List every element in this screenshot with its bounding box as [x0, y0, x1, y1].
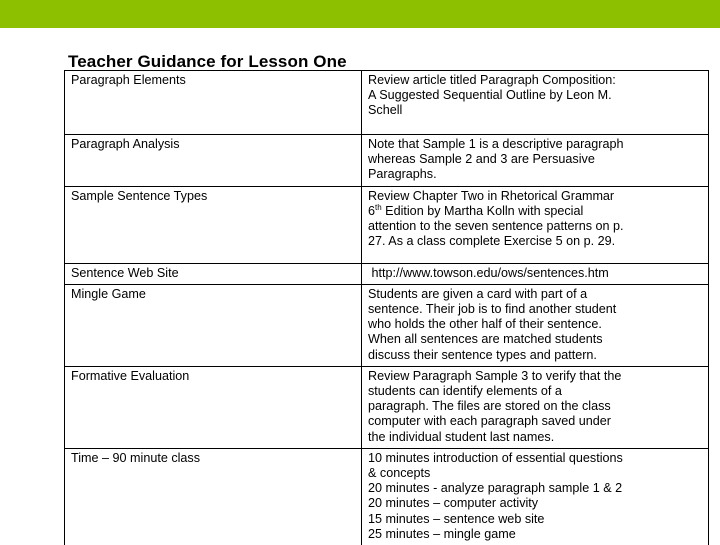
- detail-line: Note that Sample 1 is a descriptive paragraph: [368, 137, 624, 151]
- detail-line: 20 minutes – computer activity: [368, 496, 539, 511]
- table-row: [65, 71, 709, 135]
- website-url[interactable]: http://www.towson.edu/ows/sentences.htm: [368, 265, 609, 280]
- detail-line: 10 minutes introduction of essential questions: [368, 450, 623, 465]
- detail-line: computer with each paragraph saved under: [368, 414, 611, 429]
- row-label: Paragraph Elements: [65, 71, 362, 135]
- detail-line: 27. As a class complete Exercise 5 on p. 29.: [368, 234, 616, 249]
- detail-line: sentence. Their job is to find another student: [368, 302, 617, 317]
- detail-line: who holds the other half of their sentence.: [368, 317, 602, 332]
- edition-ordinal: th: [375, 202, 382, 212]
- row-label: Formative Evaluation: [65, 366, 362, 448]
- row-label: Mingle Game: [65, 284, 362, 366]
- row-label: Time – 90 minute class: [65, 448, 362, 545]
- row-label: Sentence Web Site: [65, 263, 362, 284]
- row-detail: [362, 71, 709, 135]
- detail-line: Review Chapter Two in Rhetorical Grammar: [368, 188, 615, 203]
- detail-line: Students are given a card with part of a: [368, 286, 588, 301]
- row-detail: [362, 366, 709, 448]
- detail-line: Schell: [368, 103, 403, 118]
- detail-line: A Suggested Sequential Outline by Leon M.: [368, 88, 612, 103]
- detail-line: paragraph. The files are stored on the class: [368, 399, 611, 414]
- row-label: Sample Sentence Types: [65, 186, 362, 263]
- detail-line: 15 minutes – sentence web site: [368, 511, 545, 526]
- table-row: [65, 448, 709, 545]
- table-row: [65, 263, 709, 284]
- table-row: [65, 186, 709, 263]
- detail-line: discuss their sentence types and pattern.: [368, 347, 597, 362]
- row-detail: [362, 448, 709, 545]
- detail-line: 25 minutes – mingle game: [368, 526, 516, 541]
- row-label: Paragraph Analysis: [65, 135, 362, 187]
- edition-text: Edition by Martha Kolln with special: [381, 203, 584, 218]
- table-row: [65, 284, 709, 366]
- detail-line: Review article titled Paragraph Composition:: [368, 73, 616, 87]
- detail-line: 20 minutes - analyze paragraph sample 1 & 2: [368, 481, 623, 496]
- edition-number: 6: [368, 203, 376, 218]
- top-accent-bar: [0, 0, 720, 28]
- table-row: [65, 366, 709, 448]
- detail-line: Review Paragraph Sample 3 to verify that the: [368, 368, 622, 383]
- row-detail: [362, 186, 709, 263]
- detail-line: & concepts: [368, 466, 431, 481]
- detail-line: attention to the seven sentence patterns on p.: [368, 219, 624, 234]
- detail-line: whereas Sample 2 and 3 are Persuasive: [368, 152, 595, 167]
- detail-line: the individual student last names.: [368, 429, 555, 444]
- lesson-guidance-table: [64, 70, 709, 545]
- detail-line: When all sentences are matched students: [368, 332, 603, 347]
- detail-line: [368, 204, 704, 219]
- detail-line: students can identify elements of a: [368, 384, 562, 399]
- page-title: Teacher Guidance for Lesson One: [68, 52, 347, 71]
- detail-line: Paragraphs.: [368, 167, 437, 182]
- row-detail: [362, 263, 709, 284]
- row-detail: [362, 135, 709, 187]
- table-row: [65, 135, 709, 187]
- row-detail: [362, 284, 709, 366]
